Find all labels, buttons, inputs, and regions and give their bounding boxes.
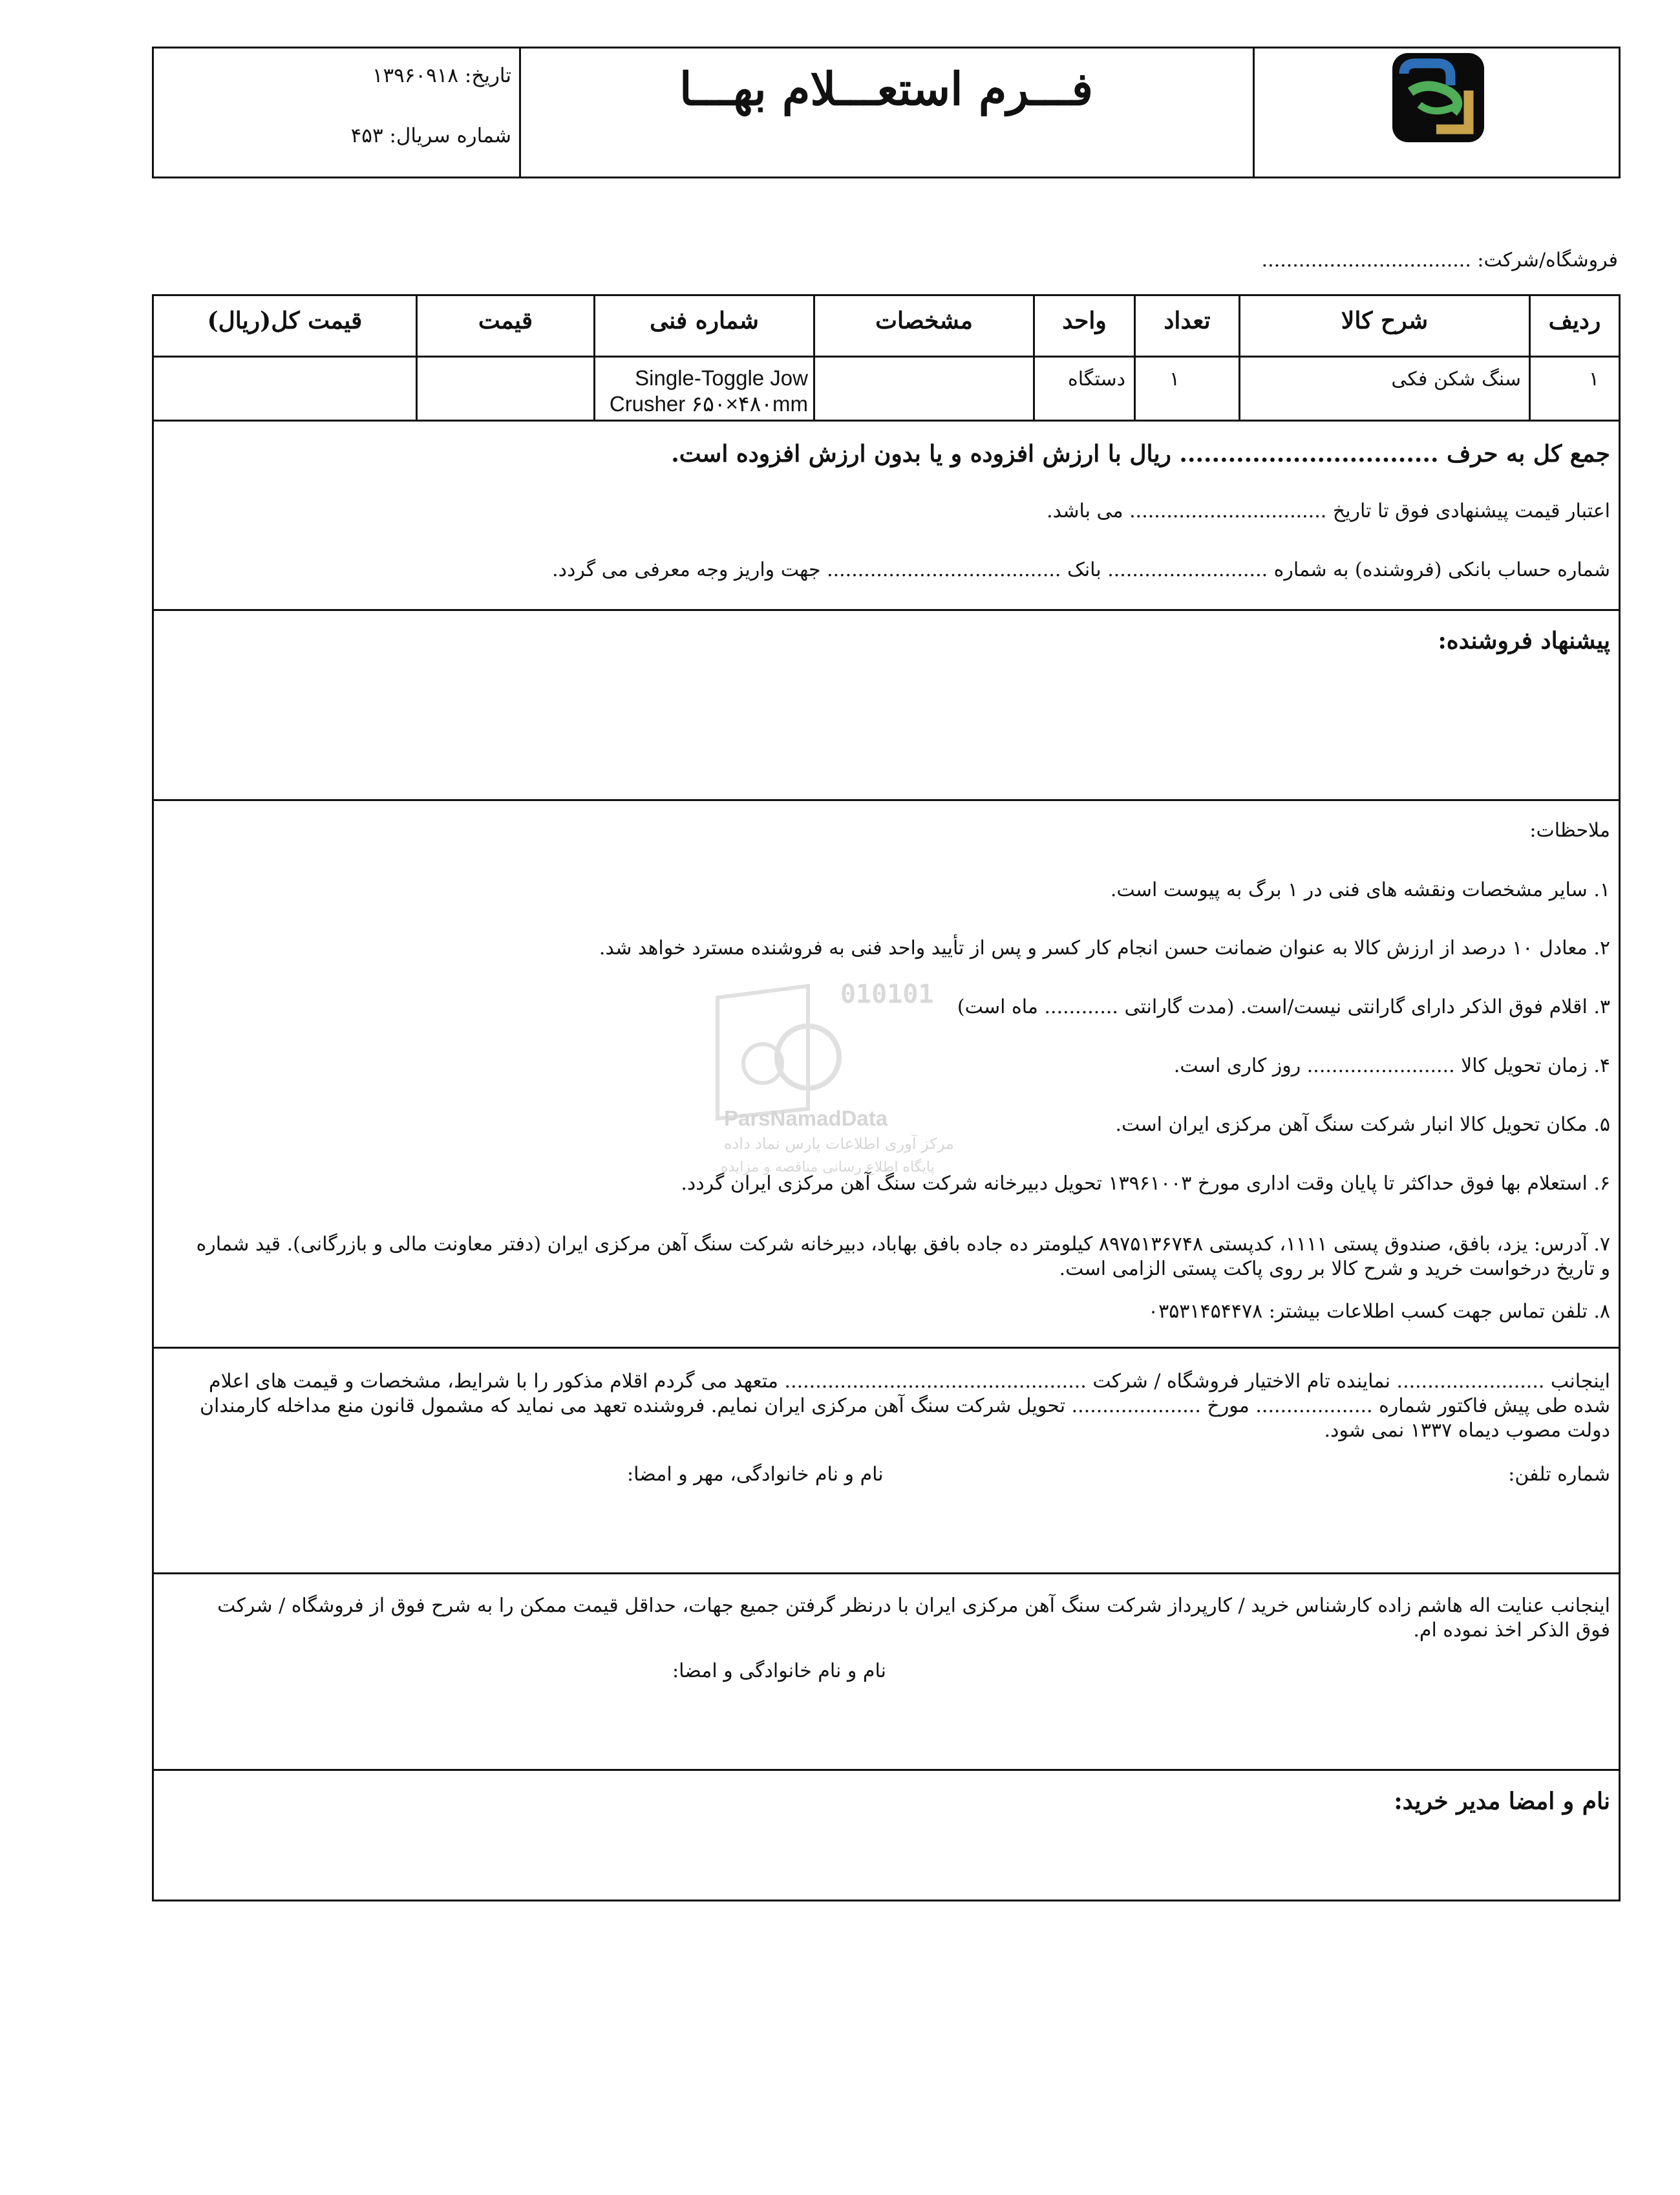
note-2: ۲. معادل ۱۰ درصد از ارزش کالا به عنوان ضمانت حسن انجام کار کسر و پس از تأیید واحد فنی به فروشنده مسترد خواهد شد. [599,937,1610,959]
col-header-total: قیمت کل(ریال) [207,307,363,334]
watermark-brand: ParsNamadData [724,1106,888,1130]
note-5: ۵. مکان تحویل کالا انبار شرکت سنگ آهن مرکزی ایران است. [1115,1113,1610,1136]
watermark-line2: پایگاه اطلاع رسانی مناقصه و مزایده [721,1159,935,1175]
total-in-words: جمع کل به حرف ................................ ریال با ارزش افزوده و یا بدون ارزش افزوده است. [671,440,1610,467]
col-header-unit: واحد [1062,307,1107,334]
col-header-description: شرح کالا [1341,307,1429,334]
rule-after-buyer [152,1769,1621,1771]
vendor-sign-label: نام و نام خانوادگی، مهر و امضا: [627,1463,884,1486]
watermark-line1: مرکز آوری اطلاعات پارس نماد داده [724,1135,954,1153]
col-header-technical-no: شماره فنی [650,307,759,334]
form-title: فـــرم استعـــلام بهـــا [679,62,1093,116]
row-technical-no-line2: Crusher ۶۵۰×۴۸۰mm [609,392,808,416]
manager-sign-label: نام و امضا مدیر خرید: [1394,1788,1610,1815]
note-7: ۷. آدرس: یزد، بافق، صندوق پستی ۱۱۱۱، کدپستی ۸۹۷۵۱۳۶۷۴۸ کیلومتر ده جاده بافق بهاباد، دبیرخانه شرکت سنگ آهن مرکزی ایران (دفتر معاونت مالی و بازرگانی). قید شماره و تاریخ درخواست خرید و شرح کالا بر روی پاکت پستی الزامی است. [196,1233,1610,1280]
row-qty: ۱ [1169,368,1180,391]
seller-offer-label: پیشنهاد فروشنده: [1438,627,1610,654]
col-header-price: قیمت [478,307,533,334]
company-logo [1391,52,1485,144]
note-8: ۸. تلفن تماس جهت کسب اطلاعات بیشتر: ۰۳۵۳۱۴۵۴۴۷۸ [1147,1300,1610,1323]
watermark-digits: 010101 [840,980,934,1009]
buyer-sign-label: نام و نام خانوادگی و امضا: [672,1660,886,1682]
col-header-specs: مشخصات [875,307,973,334]
price-validity: اعتبار قیمت پیشنهادی فوق تا تاریخ ................................ می باشد. [1047,500,1610,522]
col-header-row: ردیف [1548,307,1601,334]
header-divider-right [1253,47,1255,178]
vendor-line: فروشگاه/شرکت: .................................. [1261,249,1618,272]
date-label: تاریخ: ۱۳۹۶۰۹۱۸ [372,64,511,87]
note-1: ۱. سایر مشخصات ونقشه های فنی در ۱ برگ به پیوست است. [1110,879,1610,901]
serial-label: شماره سریال: ۴۵۳ [350,124,511,147]
rule-after-commitment [152,1572,1621,1574]
notes-label: ملاحظات: [1529,819,1610,842]
rule-after-totals [152,609,1621,611]
note-4: ۴. زمان تحویل کالا ........................ روز کاری است. [1173,1055,1610,1077]
rule-after-notes [152,1347,1621,1349]
row-technical-no-line1: Single-Toggle Jow [635,366,808,390]
row-number: ۱ [1588,368,1599,391]
vendor-commitment: اینجانب ........................ نماینده تام الاختیار فروشگاه / شرکت ................................................. متعهد می گردم اقلام مذکور را با شرایط، مشخصات و قیمت های اعلام شده طی پیش فاکتور شماره ................... مورخ ..................... تحویل شرکت سنگ آهن مرکزی ایران نمایم. فروشنده تعهد می نماید که مشمول قانون منع مداخله کارمندان دولت مصوب دیماه ۱۳۳۷ نمی شود. [199,1370,1610,1442]
note-6: ۶. استعلام بها فوق حداکثر تا پایان وقت اداری مورخ ۱۳۹۶۱۰۰۳ تحویل دبیرخانه شرکت سنگ آهن مرکزی ایران گردد. [681,1172,1610,1195]
row-description: سنگ شکن فکی [1391,368,1521,391]
buyer-declaration: اینجانب عنایت اله هاشم زاده کارشناس خرید / کارپرداز شرکت سنگ آهن مرکزی ایران با درنظر گرفتن جمیع جهات، حداقل قیمت ممکن را به شرح فوق از فروشگاه / شرکت فوق الذکر اخذ نموده ام. [217,1594,1610,1642]
row-unit: دستگاه [1068,368,1125,391]
phone-label: شماره تلفن: [1508,1463,1610,1486]
bank-account: شماره حساب بانکی (فروشنده) به شماره .......................... بانک ...................................... جهت واریز وجه معرفی می گردد. [552,559,1610,581]
items-table-header-rule [152,356,1621,358]
col-header-qty: تعداد [1164,307,1211,334]
rule-after-offer [152,799,1621,801]
note-3: ۳. اقلام فوق الذکر دارای گارانتی نیست/است. (مدت گارانتی ............ ماه است) [957,996,1610,1018]
